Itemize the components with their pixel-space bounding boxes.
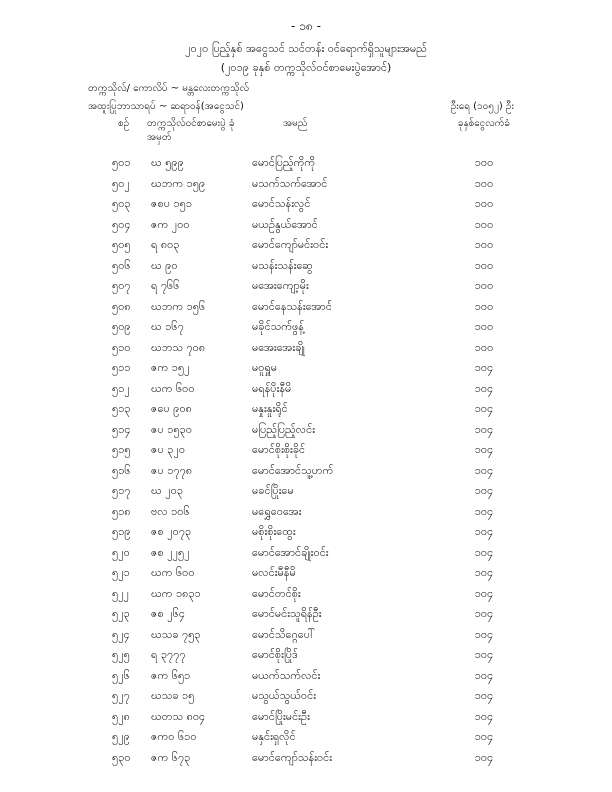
student-name: မောင်ကျော်သန်းဝင်း — [252, 750, 333, 764]
student-name: မရွှေဝေအေး — [252, 504, 302, 518]
university-line: တက္ကသိုလ်/ ကောလိပ် ~ မန္တလေးတက္ကသိုလ် — [88, 83, 250, 94]
table-row — [0, 358, 612, 379]
ticket-number: ဃက ၁၈၃၁ — [151, 586, 201, 600]
amount-value: ၁၀၀ — [474, 320, 494, 333]
ticket-number: ဇက ၆၇၃ — [151, 750, 191, 764]
row-number: ၅၁၆ — [112, 463, 131, 477]
ticket-number: ဇပ ၁၇၇၈ — [151, 463, 193, 477]
ticket-number: ဗလ ၁၀၆ — [151, 504, 190, 518]
ticket-number: ဇက ၁၅၂ — [151, 361, 190, 374]
amount-value: ၁၀၄ — [474, 381, 494, 395]
ticket-number: ဃဘက ၁၅၉ — [151, 176, 206, 190]
row-number: ၅၂၄ — [112, 627, 130, 641]
student-name: မောင်အောင်သူ့ဟက် — [252, 463, 334, 477]
amount-value: ၁၀၄ — [474, 504, 494, 518]
table-row — [0, 522, 612, 543]
student-name: မောင်တင်စိုး — [252, 586, 301, 600]
row-number: ၅၀၇ — [112, 279, 131, 292]
row-number: ၅၂၃ — [112, 607, 130, 620]
amount-value: ၁၀၄ — [474, 545, 494, 559]
amount-value: ၁၀၄ — [474, 443, 494, 456]
student-name: မပြည့်ပြည့်လင်း — [252, 422, 316, 436]
student-name: မရန်ပိုးနီမိ — [252, 381, 292, 395]
ticket-number: ရ ၈၀၃ — [151, 238, 180, 251]
student-name: မသွယ်သွယ်ဝင်း — [252, 689, 316, 702]
ticket-number: ဇစ ၂၀၇၃ — [151, 525, 192, 538]
table-row — [0, 420, 612, 441]
ticket-number: ဃက ၆၀၀ — [151, 381, 195, 395]
ticket-number: ဇစပ ၁၅၁ — [151, 197, 193, 210]
row-number: ၅၃၀ — [112, 750, 131, 764]
amount-value: ၁၀၄ — [474, 709, 494, 723]
amount-value: ၁၀၄ — [474, 730, 494, 743]
row-number: ၅၁၅ — [112, 443, 131, 456]
table-row — [0, 256, 612, 277]
table-row — [0, 727, 612, 748]
table-row — [0, 399, 612, 420]
row-number: ၅၁၂ — [112, 381, 130, 395]
column-header-ticket: တက္ကသိုလ်ဝင်စာမေးပွဲ ခုံအမှတ် — [147, 118, 235, 143]
ticket-number: ဇပ ၁၅၃၀ — [151, 422, 193, 436]
row-number: ၅၁၄ — [112, 422, 131, 436]
column-header-amount: ခုနှစ်ငွေလက်ခံ — [457, 118, 510, 129]
student-name: မအေးကျော့မိုး — [252, 279, 309, 292]
amount-value: ၁၀၄ — [474, 422, 494, 436]
row-number: ၅၂၉ — [112, 730, 130, 743]
amount-value: ၁၀၄ — [474, 463, 494, 477]
amount-value: ၁၀၄ — [474, 402, 494, 415]
amount-value: ၁၀၄ — [474, 648, 494, 661]
column-header-name: အမည် — [283, 118, 308, 129]
row-number: ၅၀၂ — [112, 176, 130, 190]
amount-value: ၁၀၄ — [474, 750, 494, 764]
ticket-number: ဇပေ ၉၀၈ — [151, 402, 192, 415]
student-name: မောင်သန်းလွင် — [252, 197, 311, 210]
student-name: မောင်ပြည့်ကိုကို — [252, 156, 316, 169]
student-name: မသန်းသန်းဆွေ — [252, 258, 313, 272]
row-number: ၅၂၅ — [112, 648, 130, 661]
table-row — [0, 317, 612, 338]
amount-value: ၁၀၀ — [474, 299, 494, 313]
student-name: မဝူရှူမ — [252, 361, 278, 374]
table-row — [0, 440, 612, 461]
student-name: မလင်းမီနီမိ — [252, 566, 296, 579]
student-name: မယက်သက်လင်း — [252, 668, 321, 682]
ticket-number: ဇစ ၂၆၄ — [151, 607, 186, 620]
ticket-number: ဇပ ၃၂၀ — [151, 443, 186, 456]
ticket-number: ဃက ၆၀၀ — [151, 566, 195, 579]
amount-value: ၁၀၀ — [474, 156, 494, 169]
amount-value: ၁၀၄ — [474, 627, 494, 641]
ticket-number: ဃ ၂၀၃ — [151, 484, 184, 497]
student-name: မနှင်းရှလိုင် — [252, 730, 296, 743]
amount-value: ၁၀၄ — [474, 361, 494, 374]
ticket-number: ဃ ၉၀ — [151, 258, 178, 272]
student-name: မအေးအေးချို — [252, 340, 305, 354]
amount-value: ၁၀၄ — [474, 566, 494, 579]
amount-value: ၁၀၀ — [474, 258, 494, 272]
row-number: ၅၂၆ — [112, 668, 130, 682]
row-number: ၅၀၅ — [112, 238, 131, 251]
student-name: မသက်သက်အောင် — [252, 176, 328, 190]
student-name: မောင်စိုးစိုးခိုင် — [252, 443, 306, 456]
row-number: ၅၀၃ — [112, 197, 131, 210]
student-name: မစိုးစိုးထွေး — [252, 525, 296, 538]
amount-value: ၁၀၄ — [474, 689, 494, 702]
table-row — [0, 502, 612, 523]
table-row — [0, 297, 612, 318]
table-row — [0, 707, 612, 728]
ticket-number: ရ ၇၆၆ — [151, 279, 180, 292]
table-row — [0, 461, 612, 482]
student-name: မောင်ပြိုးမင်းဦး — [252, 709, 310, 723]
student-name: မယဉ်နွယ်အောင် — [252, 217, 318, 231]
student-name: မောင်အောင်ချိုးဝင်း — [252, 545, 329, 559]
row-number: ၅၂၁ — [112, 566, 130, 579]
row-number: ၅၀၉ — [112, 320, 131, 333]
amount-value: ၁၀၄ — [474, 668, 494, 682]
student-name: မခိုင်သက်ဖွန့် — [252, 320, 304, 333]
table-row — [0, 625, 612, 646]
ticket-number: ဃသခ ၁၅ — [151, 689, 195, 702]
table-row — [0, 543, 612, 564]
row-number: ၅၀၈ — [112, 299, 131, 313]
student-name: မခင်ပြိုးမေ — [252, 484, 294, 497]
document-title: ၂၀၂၀ ပြည့်နှစ် အငွေသင် သင်တန်း ဝင်ရောက်ရှိသူများအမည် — [185, 42, 427, 55]
student-name: မောင်သိဂ္ဂေပေါ် — [252, 627, 315, 641]
row-number: ၅၀၆ — [112, 258, 131, 272]
row-number: ၅၁၈ — [112, 504, 131, 518]
student-name: မောင်နေသန်းအောင် — [252, 299, 332, 313]
amount-value: ၁၀၄ — [474, 525, 494, 538]
student-name: မောင်စိုးပြိုဒ် — [252, 648, 298, 661]
page-number: - ၁၈ - — [291, 19, 321, 33]
table-row — [0, 686, 612, 707]
subject-line: အထူးပြုဘာသာရပ် ~ ဆရာဝန်(အငွေသင်) — [88, 101, 244, 112]
row-number: ၅၀၁ — [112, 156, 131, 169]
table-row — [0, 645, 612, 666]
ticket-number: ဃ ၅၉၉ — [151, 156, 184, 169]
student-name: မောင်ကျော်မင်းဝင်း — [252, 238, 329, 251]
amount-value: ၁၀၄ — [474, 607, 494, 620]
table-row — [0, 481, 612, 502]
row-number: ၅၁၁ — [112, 361, 131, 374]
ticket-number: ဇက ၆၅၁ — [151, 668, 191, 682]
amount-value: ၁၀၄ — [474, 484, 494, 497]
table-row — [0, 215, 612, 236]
amount-value: ၁၀၀ — [474, 217, 494, 231]
ticket-number: ဇက ၂၀၀ — [151, 217, 190, 231]
ticket-number: ဃဘသ ၇၀၈ — [151, 340, 206, 354]
total-count: ဦးရေ (၁၀၅၂) ဦး — [450, 101, 514, 112]
ticket-number: ဃ ၁၆၇ — [151, 320, 184, 333]
row-number: ၅၂၈ — [112, 709, 130, 723]
row-number: ၅၁၀ — [112, 340, 131, 354]
row-number: ၅၁၉ — [112, 525, 131, 538]
ticket-number: ဇစ ၂၂၅၂ — [151, 545, 190, 559]
row-number: ၅၀၄ — [112, 217, 131, 231]
table-row — [0, 235, 612, 256]
ticket-number: ရ ၃၇၇၇ — [151, 648, 186, 661]
document-subtitle: (၂၀၁၉ ခုနှစ် တက္ကသိုလ်ဝင်စာမေးပွဲအောင်) — [220, 61, 392, 74]
student-list — [0, 153, 612, 768]
amount-value: ၁၀၀ — [474, 197, 494, 210]
table-row — [0, 174, 612, 195]
ticket-number: ဇကဝ ၆၁၀ — [151, 730, 197, 743]
student-name: မောင်မင်းသူရိန်ဦး — [252, 607, 322, 620]
table-row — [0, 666, 612, 687]
amount-value: ၁၀၀ — [474, 340, 494, 354]
row-number: ၅၂၇ — [112, 689, 130, 702]
column-header-no: စဉ် — [118, 118, 130, 129]
table-row — [0, 194, 612, 215]
table-row — [0, 276, 612, 297]
table-row — [0, 604, 612, 625]
table-row — [0, 338, 612, 359]
table-row — [0, 563, 612, 584]
amount-value: ၁၀၀ — [474, 176, 494, 190]
table-row — [0, 584, 612, 605]
row-number: ၅၂၀ — [112, 545, 130, 559]
row-number: ၅၂၂ — [112, 586, 129, 600]
table-row — [0, 379, 612, 400]
student-name: မနှုးနှုးရိုင် — [252, 402, 288, 415]
amount-value: ၁၀၄ — [474, 586, 494, 600]
ticket-number: ဃသခ ၇၅၃ — [151, 627, 201, 641]
row-number: ၅၁၃ — [112, 402, 131, 415]
ticket-number: ဃတသ ၈၀၄ — [151, 709, 206, 723]
table-row — [0, 748, 612, 769]
amount-value: ၁၀၀ — [474, 279, 494, 292]
ticket-number: ဃဘက ၁၅၆ — [151, 299, 206, 313]
row-number: ၅၁၇ — [112, 484, 131, 497]
table-row — [0, 153, 612, 174]
amount-value: ၁၀၀ — [474, 238, 494, 251]
